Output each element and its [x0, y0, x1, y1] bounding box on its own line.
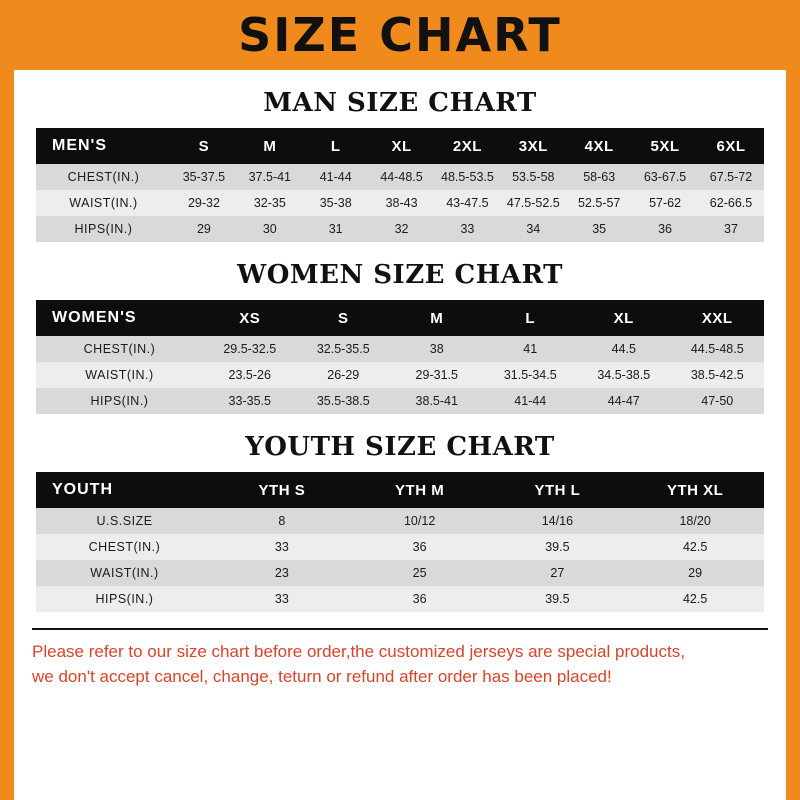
table-row	[36, 560, 764, 586]
women-waist-l: 31.5-34.5	[484, 362, 578, 388]
women-hips-xl: 44-47	[577, 388, 671, 414]
table-row	[36, 508, 764, 534]
women-header-xs: XS	[203, 300, 297, 336]
women-hips-l: 41-44	[484, 388, 578, 414]
youth-header-s: YTH S	[213, 472, 351, 508]
women-waist-m: 29-31.5	[390, 362, 484, 388]
table-row	[36, 586, 764, 612]
youth-waist-xl: 29	[626, 560, 764, 586]
table-row	[36, 534, 764, 560]
men-table-header	[36, 128, 764, 164]
youth-chest-m: 36	[351, 534, 489, 560]
table-row	[36, 336, 764, 362]
men-header-4xl: 4XL	[566, 128, 632, 164]
youth-table-body	[36, 508, 764, 612]
men-header-label: MEN'S	[36, 128, 171, 164]
youth-chest-xl: 42.5	[626, 534, 764, 560]
women-size-table	[36, 300, 764, 414]
men-chest-5xl: 63-67.5	[632, 164, 698, 190]
table-header-row	[36, 472, 764, 508]
women-header-l: L	[484, 300, 578, 336]
women-table-header	[36, 300, 764, 336]
men-chest-6xl: 67.5-72	[698, 164, 764, 190]
youth-ussize-s: 8	[213, 508, 351, 534]
women-row-waist-label: WAIST(IN.)	[36, 362, 203, 388]
youth-hips-l: 39.5	[489, 586, 627, 612]
men-waist-s: 29-32	[171, 190, 237, 216]
page-banner	[0, 0, 800, 70]
youth-row-hips-label: HIPS(IN.)	[36, 586, 213, 612]
men-row-hips-label: HIPS(IN.)	[36, 216, 171, 242]
men-chest-s: 35-37.5	[171, 164, 237, 190]
women-hips-xs: 33-35.5	[203, 388, 297, 414]
women-header-xl: XL	[577, 300, 671, 336]
women-header-label: WOMEN'S	[36, 300, 203, 336]
men-table-body	[36, 164, 764, 242]
women-waist-xs: 23.5-26	[203, 362, 297, 388]
men-header-m: M	[237, 128, 303, 164]
men-row-chest-label: CHEST(IN.)	[36, 164, 171, 190]
women-section-title: WOMEN SIZE CHART	[237, 260, 563, 290]
men-hips-xl: 32	[369, 216, 435, 242]
men-chest-xl: 44-48.5	[369, 164, 435, 190]
notice-line-1: Please refer to our size chart before order,the customized jerseys are special products,	[32, 642, 685, 661]
youth-header-label: YOUTH	[36, 472, 213, 508]
men-chest-l: 41-44	[303, 164, 369, 190]
men-header-2xl: 2XL	[435, 128, 501, 164]
men-chest-3xl: 53.5-58	[500, 164, 566, 190]
men-waist-3xl: 47.5-52.5	[500, 190, 566, 216]
women-chest-xs: 29.5-32.5	[203, 336, 297, 362]
order-policy-notice	[32, 628, 768, 689]
youth-ussize-l: 14/16	[489, 508, 627, 534]
men-header-5xl: 5XL	[632, 128, 698, 164]
youth-row-ussize-label: U.S.SIZE	[36, 508, 213, 534]
men-hips-2xl: 33	[435, 216, 501, 242]
men-hips-5xl: 36	[632, 216, 698, 242]
youth-chest-s: 33	[213, 534, 351, 560]
youth-hips-s: 33	[213, 586, 351, 612]
women-chest-xl: 44.5	[577, 336, 671, 362]
youth-size-section	[14, 432, 786, 612]
men-hips-6xl: 37	[698, 216, 764, 242]
youth-hips-m: 36	[351, 586, 489, 612]
men-hips-l: 31	[303, 216, 369, 242]
table-header-row	[36, 128, 764, 164]
men-waist-5xl: 57-62	[632, 190, 698, 216]
youth-waist-m: 25	[351, 560, 489, 586]
page-title: SIZE CHART	[238, 8, 562, 62]
youth-waist-s: 23	[213, 560, 351, 586]
women-row-chest-label: CHEST(IN.)	[36, 336, 203, 362]
table-row	[36, 388, 764, 414]
youth-ussize-xl: 18/20	[626, 508, 764, 534]
men-header-3xl: 3XL	[500, 128, 566, 164]
women-chest-xxl: 44.5-48.5	[671, 336, 765, 362]
men-chest-2xl: 48.5-53.5	[435, 164, 501, 190]
women-table-body	[36, 336, 764, 414]
women-header-s: S	[297, 300, 391, 336]
men-hips-m: 30	[237, 216, 303, 242]
youth-ussize-m: 10/12	[351, 508, 489, 534]
women-header-m: M	[390, 300, 484, 336]
men-waist-l: 35-38	[303, 190, 369, 216]
women-hips-m: 38.5-41	[390, 388, 484, 414]
men-size-section	[14, 88, 786, 242]
women-chest-s: 32.5-35.5	[297, 336, 391, 362]
women-header-xxl: XXL	[671, 300, 765, 336]
men-row-waist-label: WAIST(IN.)	[36, 190, 171, 216]
table-row	[36, 190, 764, 216]
women-waist-xxl: 38.5-42.5	[671, 362, 765, 388]
men-chest-4xl: 58-63	[566, 164, 632, 190]
youth-waist-l: 27	[489, 560, 627, 586]
youth-chest-l: 39.5	[489, 534, 627, 560]
youth-row-waist-label: WAIST(IN.)	[36, 560, 213, 586]
men-waist-m: 32-35	[237, 190, 303, 216]
men-header-6xl: 6XL	[698, 128, 764, 164]
men-header-s: S	[171, 128, 237, 164]
youth-header-l: YTH L	[489, 472, 627, 508]
women-waist-xl: 34.5-38.5	[577, 362, 671, 388]
men-hips-3xl: 34	[500, 216, 566, 242]
women-size-section	[14, 260, 786, 414]
women-row-hips-label: HIPS(IN.)	[36, 388, 203, 414]
women-chest-m: 38	[390, 336, 484, 362]
table-row	[36, 164, 764, 190]
men-section-title: MAN SIZE CHART	[263, 88, 537, 118]
men-hips-4xl: 35	[566, 216, 632, 242]
men-header-xl: XL	[369, 128, 435, 164]
men-waist-xl: 38-43	[369, 190, 435, 216]
women-hips-s: 35.5-38.5	[297, 388, 391, 414]
men-header-l: L	[303, 128, 369, 164]
men-waist-2xl: 43-47.5	[435, 190, 501, 216]
table-row	[36, 362, 764, 388]
notice-line-2: we don't accept cancel, change, teturn or refund after order has been placed!	[32, 666, 612, 686]
women-chest-l: 41	[484, 336, 578, 362]
youth-row-chest-label: CHEST(IN.)	[36, 534, 213, 560]
men-waist-4xl: 52.5-57	[566, 190, 632, 216]
youth-size-table	[36, 472, 764, 612]
men-chest-m: 37.5-41	[237, 164, 303, 190]
table-header-row	[36, 300, 764, 336]
women-waist-s: 26-29	[297, 362, 391, 388]
women-hips-xxl: 47-50	[671, 388, 765, 414]
table-row	[36, 216, 764, 242]
youth-header-xl: YTH XL	[626, 472, 764, 508]
youth-table-header	[36, 472, 764, 508]
men-size-table	[36, 128, 764, 242]
men-waist-6xl: 62-66.5	[698, 190, 764, 216]
youth-section-title: YOUTH SIZE CHART	[245, 432, 555, 462]
youth-header-m: YTH M	[351, 472, 489, 508]
youth-hips-xl: 42.5	[626, 586, 764, 612]
men-hips-s: 29	[171, 216, 237, 242]
